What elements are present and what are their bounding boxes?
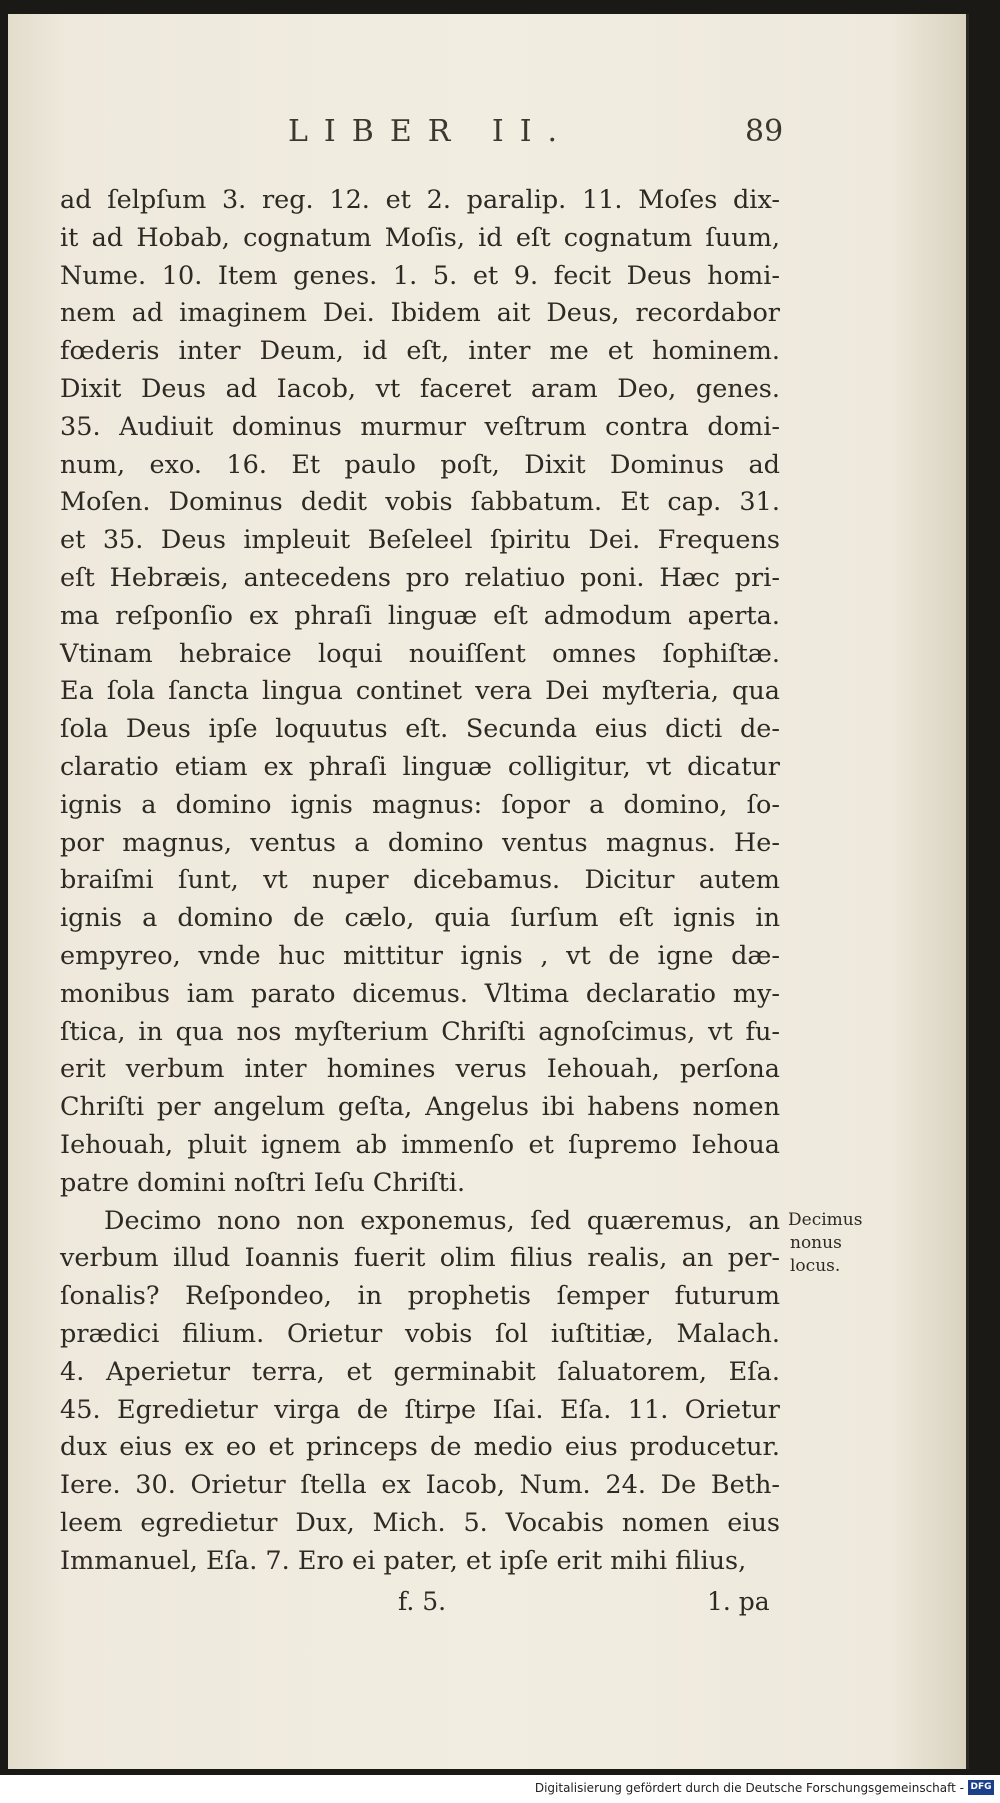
text-line: fœderis inter Deum, id eſt, inter me et hominem.: [60, 336, 780, 367]
text-line: claratio etiam ex phraſi linguæ colligitur, vt dicatur: [60, 751, 780, 782]
text-line: Chriſti per angelum geſta, Angelus ibi habens nomen: [60, 1092, 780, 1123]
text-line: dux eius ex eo et princeps de medio eius producetur.: [60, 1432, 780, 1463]
running-title: LIBER II.: [288, 114, 574, 149]
text-line: ignis a domino de cælo, quia ſurſum eſt ignis in: [60, 903, 780, 934]
text-line: 45. Egredietur virga de ſtirpe Iſai. Eſa. 11. Orietur: [60, 1394, 780, 1425]
text-line: ma reſponſio ex phraſi linguæ eſt admodum aperta.: [60, 600, 780, 631]
text-line: erit verbum inter homines verus Iehouah, perſona: [60, 1054, 780, 1085]
text-line: ſonalis? Reſpondeo, in prophetis ſemper futurum: [60, 1281, 780, 1312]
text-line: Dixit Deus ad Iacob, vt faceret aram Deo, genes.: [60, 373, 780, 404]
marginal-note-line: Decimus: [788, 1210, 863, 1230]
text-line: Decimo nono non exponemus, ſed quæremus, an: [104, 1205, 780, 1236]
text-line: nem ad imaginem Dei. Ibidem ait Deus, recordabor: [60, 298, 780, 329]
catchword: 1. pa: [707, 1587, 770, 1616]
text-line: Nume. 10. Item genes. 1. 5. et 9. fecit Deus homi-: [60, 260, 780, 291]
main-text-block: [60, 182, 780, 1580]
text-line: 4. Aperietur terra, et germinabit ſaluatorem, Eſa.: [60, 1356, 780, 1387]
text-line: Iere. 30. Orietur ſtella ex Iacob, Num. 24. De Beth-: [60, 1470, 780, 1501]
text-line: ad ſelpſum 3. reg. 12. et 2. paralip. 11. Moſes dix-: [60, 185, 780, 215]
text-line: empyreo, vnde huc mittitur ignis , vt de igne dæ-: [60, 940, 780, 971]
marginal-note-line: nonus: [790, 1233, 842, 1253]
text-line: ſtica, in qua nos myſterium Chriſti agnoſcimus, vt fu-: [60, 1016, 780, 1047]
text-line: monibus iam parato dicemus. Vltima declaratio my-: [60, 978, 780, 1009]
text-line: Moſen. Dominus dedit vobis ſabbatum. Et cap. 31.: [60, 487, 780, 518]
text-line: 35. Audiuit dominus murmur veſtrum contra domi-: [60, 411, 780, 442]
text-line: it ad Hobab, cognatum Moſis, id eſt cognatum ſuum,: [60, 222, 780, 253]
text-line: leem egredietur Dux, Mich. 5. Vocabis nomen eius: [60, 1507, 780, 1538]
dfg-logo: DFG: [968, 1780, 994, 1795]
marginal-note-line: locus.: [790, 1256, 841, 1276]
text-line: eſt Hebræis, antecedens pro relatiuo poni. Hæc pri-: [60, 562, 780, 593]
text-line: prædici filium. Orietur vobis ſol iuſtitiæ, Malach.: [60, 1318, 780, 1349]
running-head: [8, 114, 966, 154]
text-line: Vtinam hebraice loqui nouiſſent omnes ſophiſtæ.: [60, 638, 780, 669]
text-line: ignis a domino ignis magnus: ſopor a domino, ſo-: [60, 789, 780, 820]
text-line: et 35. Deus impleuit Beſeleel ſpiritu Dei. Frequens: [60, 525, 780, 556]
marginal-note: [788, 1209, 878, 1278]
text-line: Iehouah, pluit ignem ab immenſo et ſupremo Iehoua: [60, 1129, 780, 1160]
text-line: Ea ſola ſancta lingua continet vera Dei myſteria, qua: [60, 676, 780, 707]
digitization-credit-bar: [0, 1775, 1000, 1803]
text-line: braiſmi ſunt, vt nuper dicebamus. Dicitur autem: [60, 865, 780, 896]
page-footer: [60, 1587, 780, 1623]
book-page: [8, 14, 969, 1769]
text-line: ſola Deus ipſe loquutus eſt. Secunda eius dicti de-: [60, 714, 780, 745]
credit-text: Digitalisierung gefördert durch die Deutsche Forschungsgemeinschaft -: [534, 1781, 964, 1795]
page-number: 89: [745, 114, 784, 149]
signature-mark: f. 5.: [398, 1587, 447, 1616]
text-line: Immanuel, Eſa. 7. Ero ei pater, et ipſe erit mihi filius,: [60, 1545, 747, 1576]
text-line: por magnus, ventus a domino ventus magnus. He-: [60, 827, 780, 858]
text-line: verbum illud Ioannis fuerit olim filius realis, an per-: [60, 1243, 780, 1274]
text-line: patre domini noſtri Ieſu Chriſti.: [60, 1167, 466, 1198]
text-line: num, exo. 16. Et paulo poſt, Dixit Dominus ad: [60, 449, 780, 480]
